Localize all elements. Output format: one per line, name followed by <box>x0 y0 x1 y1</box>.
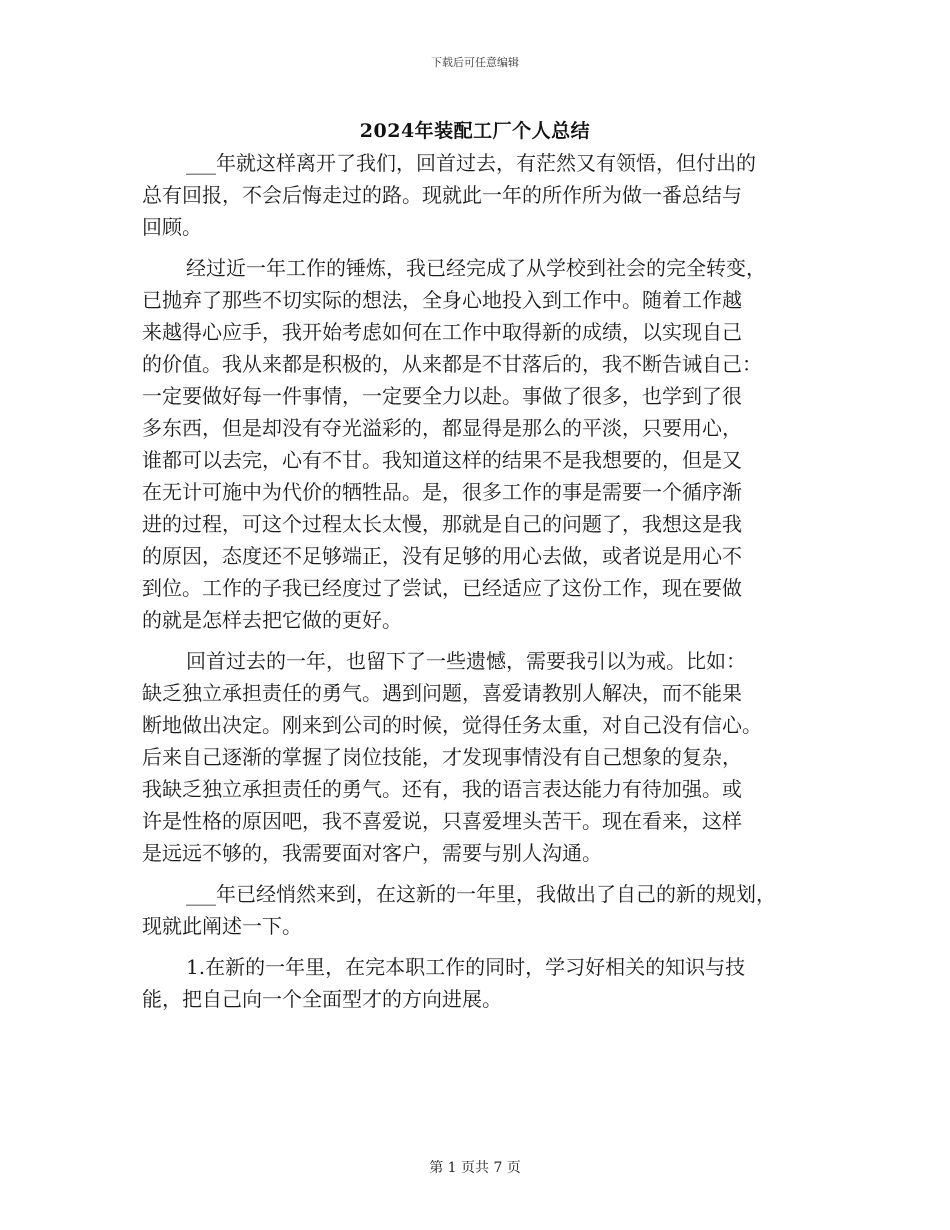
page-number: 第 1 页共 7 页 <box>429 1160 521 1176</box>
text-line: 后来自己逐渐的掌握了岗位技能，才发现事情没有自己想象的复杂， <box>142 745 742 769</box>
text-line: 在无计可施中为代价的牺牲品。是，很多工作的事是需要一个循序渐 <box>142 480 742 504</box>
text-line: 总有回报，不会后悔走过的路。现就此一年的所作所为做一番总结与 <box>142 183 742 207</box>
paragraph-plan-item-1 <box>142 951 818 1015</box>
text-line: ___年就这样离开了我们，回首过去，有茫然又有领悟，但付出的 <box>186 151 756 175</box>
text-line: 许是性格的原因吧，我不喜爱说，只喜爱埋头苦干。现在看来，这样 <box>142 809 742 833</box>
paragraph-new-year <box>142 878 818 942</box>
text-line: 经过近一年工作的锤炼，我已经完成了从学校到社会的完全转变， <box>186 256 766 280</box>
text-line: 断地做出决定。刚来到公司的时候，觉得任务太重，对自己没有信心。 <box>142 713 762 737</box>
page-header: 下载后可任意编辑 <box>431 56 519 69</box>
document-title: 2024年装配工厂个人总结 <box>359 120 591 142</box>
text-line: 一定要做好每一件事情，一定要全力以赴。事做了很多，也学到了很 <box>142 384 742 408</box>
paragraph-intro <box>142 147 818 243</box>
text-line: 进的过程，可这个过程太长太慢，那就是自己的问题了，我想这是我 <box>142 512 742 536</box>
paragraph-work-review <box>142 252 818 636</box>
text-line: 现就此阐述一下。 <box>142 914 302 938</box>
text-line: 1.在新的一年里，在完本职工作的同时，学习好相关的知识与技 <box>186 955 746 979</box>
text-line: 谁都可以去完，心有不甘。我知道这样的结果不是我想要的，但是又 <box>142 448 742 472</box>
text-line: 的就是怎样去把它做的更好。 <box>142 608 402 632</box>
text-line: 的原因，态度还不足够端正，没有足够的用心去做，或者说是用心不 <box>142 544 742 568</box>
text-line: 的价值。我从来都是积极的，从来都是不甘落后的，我不断告诫自己： <box>142 352 762 376</box>
text-line: 回顾。 <box>142 215 202 239</box>
document-body <box>142 147 818 1015</box>
text-line: 多东西，但是却没有夺光溢彩的，都显得是那么的平淡，只要用心， <box>142 416 742 440</box>
text-line: 能，把自己向一个全面型才的方向进展。 <box>142 987 502 1011</box>
text-line: 缺乏独立承担责任的勇气。遇到问题，喜爱请教别人解决，而不能果 <box>142 681 742 705</box>
text-line: 来越得心应手，我开始考虑如何在工作中取得新的成绩，以实现自己 <box>142 320 742 344</box>
text-line: 到位。工作的子我已经度过了尝试，已经适应了这份工作，现在要做 <box>142 576 742 600</box>
text-line: 已抛弃了那些不切实际的想法，全身心地投入到工作中。随着工作越 <box>142 288 742 312</box>
paragraph-regrets <box>142 645 818 869</box>
text-line: 回首过去的一年，也留下了一些遗憾，需要我引以为戒。比如： <box>186 649 746 673</box>
text-line: 是远远不够的，我需要面对客户，需要与别人沟通。 <box>142 841 602 865</box>
text-line: ___年已经悄然来到，在这新的一年里，我做出了自己的新的规划， <box>186 882 776 906</box>
text-line: 我缺乏独立承担责任的勇气。还有，我的语言表达能力有待加强。或 <box>142 777 742 801</box>
